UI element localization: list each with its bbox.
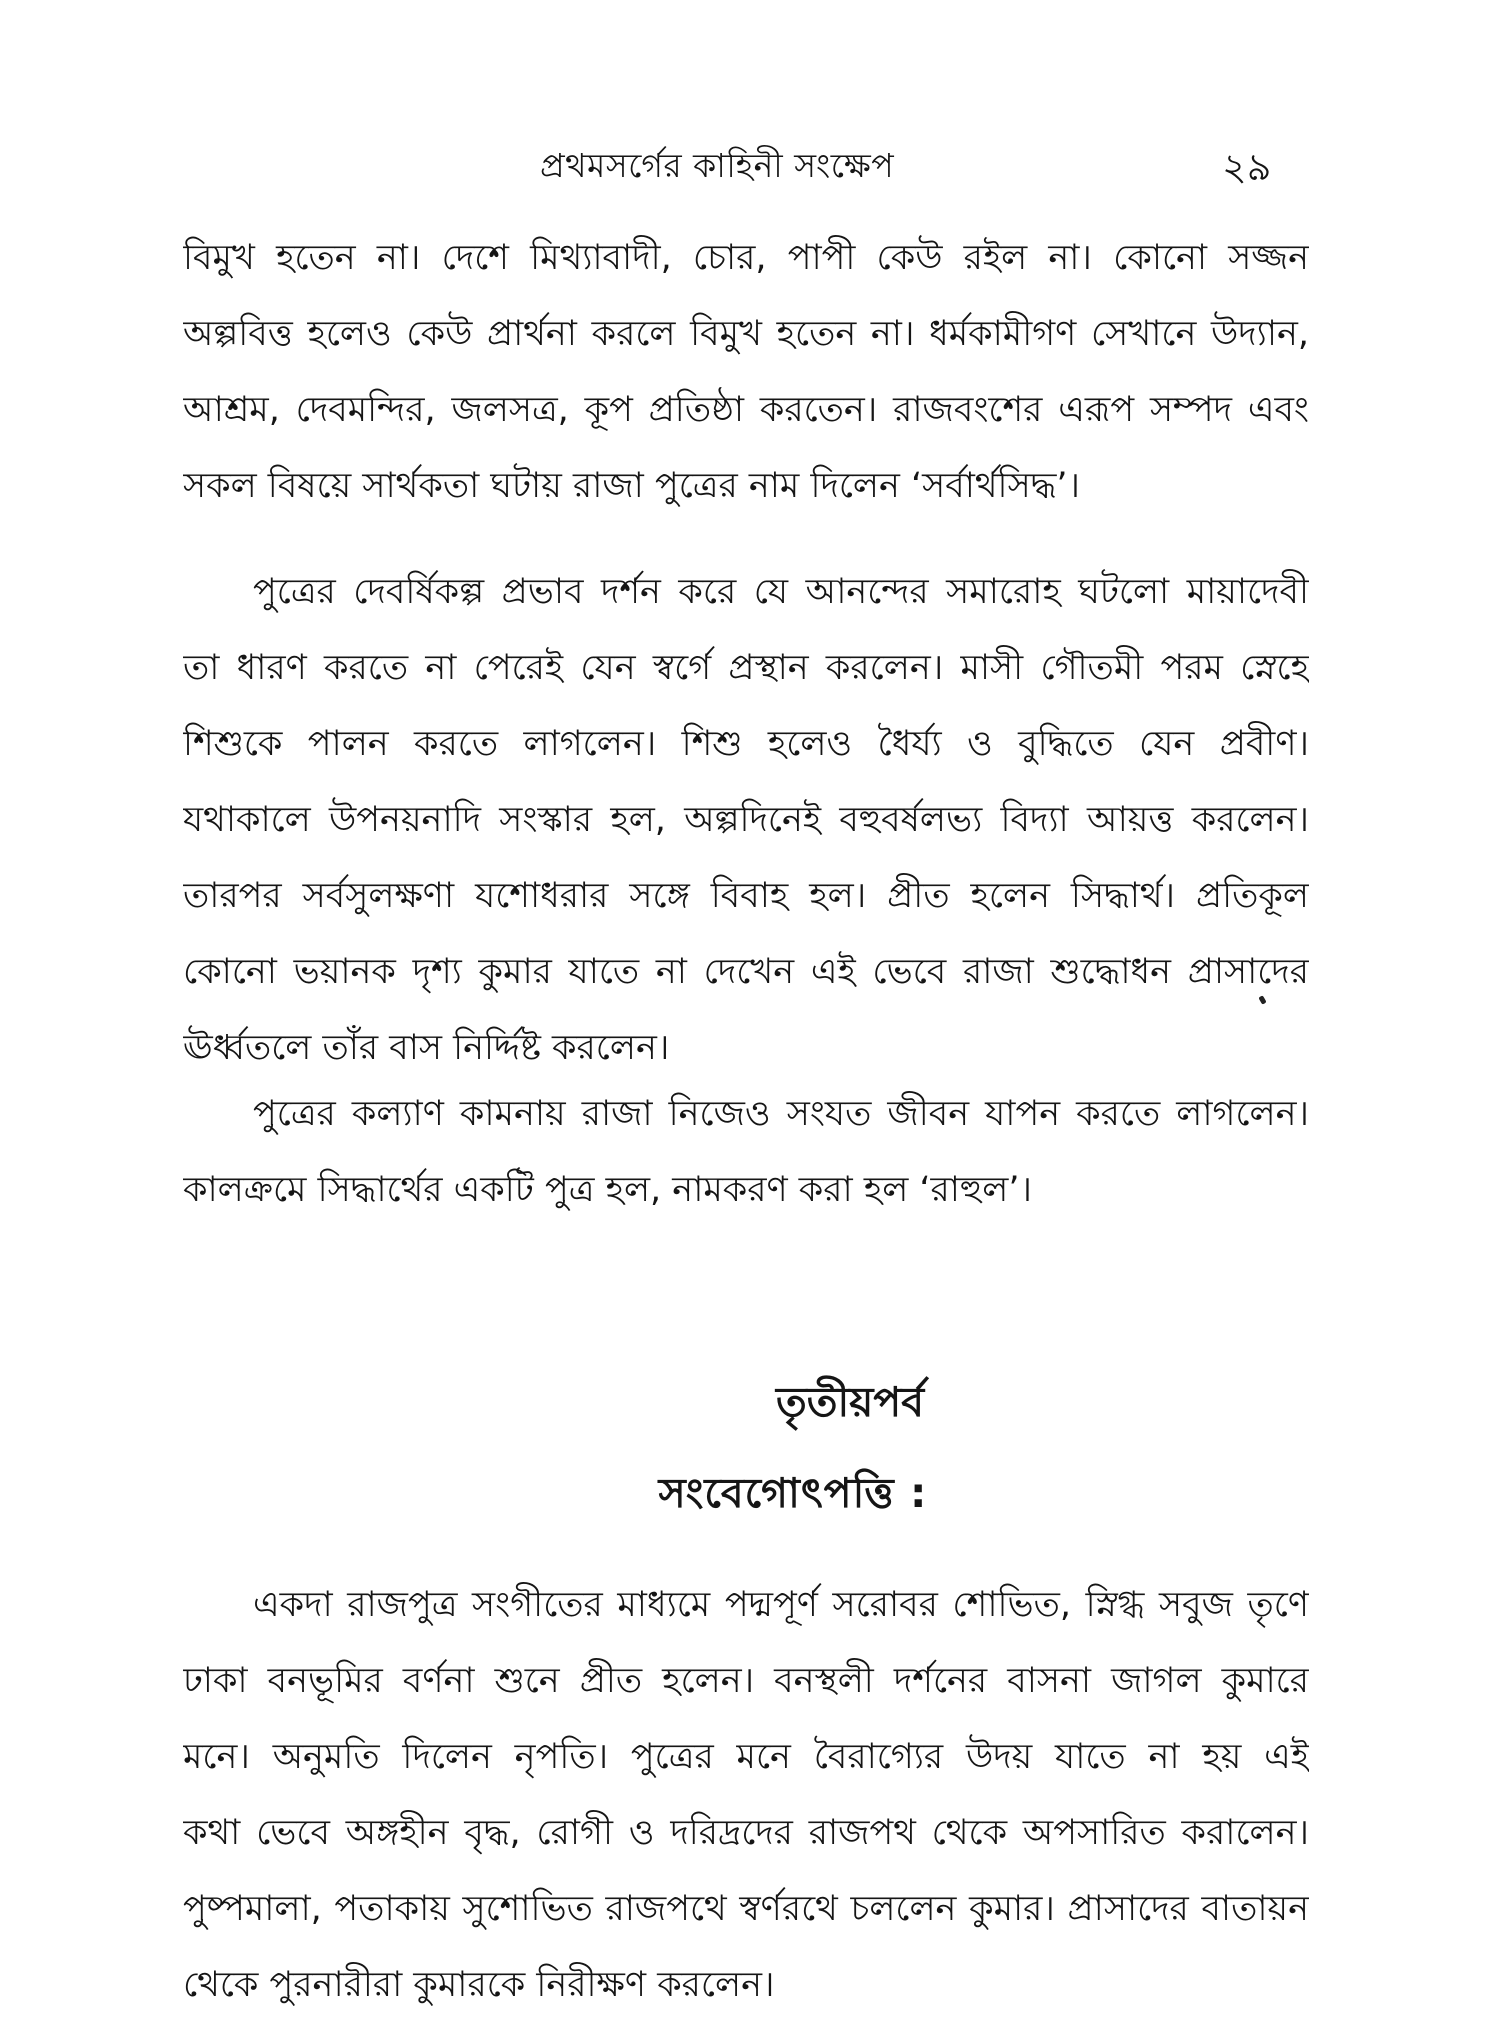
paragraph-line: কোনো ভয়ানক দৃশ্য কুমার যাতে না দেখেন এই ভেবে রাজা শুদ্ধোধন প্রাসাদের — [183, 952, 1309, 992]
paragraph-line: মনে। অনুমতি দিলেন নৃপতি। পুত্রের মনে বৈরাগ্যের উদয় যাতে না হয় এই — [183, 1737, 1309, 1777]
paragraph-line: তা ধারণ করতে না পেরেই যেন স্বর্গে প্রস্থান করলেন। মাসী গৌতমী পরম স্নেহে — [183, 648, 1309, 688]
paragraph-line: অল্পবিত্ত হলেও কেউ প্রার্থনা করলে বিমুখ হতেন না। ধর্মকামীগণ সেখানে উদ্যান, — [183, 314, 1309, 354]
paragraph-line: ঢাকা বনভূমির বর্ণনা শুনে প্রীত হলেন। বনস্থলী দর্শনের বাসনা জাগল কুমারে — [183, 1661, 1309, 1701]
paragraph-line: কথা ভেবে অঙ্গহীন বৃদ্ধ, রোগী ও দরিদ্রদের রাজপথ থেকে অপসারিত করালেন। — [183, 1813, 1309, 1853]
paragraph-3 — [183, 1076, 1309, 1228]
paragraph-line: থেকে পুরনারীরা কুমারকে নিরীক্ষণ করলেন। — [183, 1965, 775, 2005]
paragraph-line: একদা রাজপুত্র সংগীতের মাধ্যমে পদ্মপূর্ণ সরোবর শোভিত, স্নিগ্ধ সবুজ তৃণে — [253, 1585, 1309, 1625]
paragraph-line: যথাকালে উপনয়নাদি সংস্কার হল, অল্পদিনেই বহুবর্ষলভ্য বিদ্যা আয়ত্ত করলেন। — [183, 800, 1309, 840]
paragraph-line: সকল বিষয়ে সার্থকতা ঘটায় রাজা পুত্রের নাম দিলেন ‘সর্বার্থসিদ্ধ’। — [183, 466, 1081, 506]
paragraph-line: আশ্রম, দেবমন্দির, জলসত্র, কূপ প্রতিষ্ঠা করতেন। রাজবংশের এরূপ সম্পদ এবং — [183, 390, 1309, 430]
subsection-title: সংবেগোৎপত্তি : — [658, 1469, 928, 1517]
paragraph-line: পুত্রের কল্যাণ কামনায় রাজা নিজেও সংযত জীবন যাপন করতে লাগলেন। — [253, 1094, 1309, 1134]
paragraph-line: বিমুখ হতেন না। দেশে মিথ্যাবাদী, চোর, পাপী কেউ রইল না। কোনো সজ্জন — [183, 238, 1309, 278]
paragraph-1 — [183, 220, 1309, 524]
paragraph-line: শিশুকে পালন করতে লাগলেন। শিশু হলেও ধৈর্য্য ও বুদ্ধিতে যেন প্রবীণ। — [183, 724, 1309, 764]
paragraph-2 — [183, 554, 1309, 1086]
paragraph-line: পুত্রের দেবর্ষিকল্প প্রভাব দর্শন করে যে আনন্দের সমারোহ ঘটলো মায়াদেবী — [253, 572, 1309, 612]
paragraph-line: তারপর সর্বসুলক্ষণা যশোধরার সঙ্গে বিবাহ হল। প্রীত হলেন সিদ্ধার্থ। প্রতিকূল — [183, 876, 1309, 916]
paragraph-line: পুষ্পমালা, পতাকায় সুশোভিত রাজপথে স্বর্ণরথে চললেন কুমার। প্রাসাদের বাতায়ন — [183, 1889, 1309, 1929]
paragraph-4 — [183, 1567, 1309, 2027]
paragraph-line: কালক্রমে সিদ্ধার্থের একটি পুত্র হল, নামকরণ করা হল ‘রাহুল’। — [183, 1170, 1033, 1210]
running-head-title: প্রথমসর্গের কাহিনী সংক্ষেপ — [540, 146, 895, 185]
section-title: তৃতীয়পর্ব — [775, 1378, 925, 1426]
page-number: ২৯ — [1222, 145, 1272, 189]
paragraph-line: ঊর্ধ্বতলে তাঁর বাস নির্দ্দিষ্ট করলেন। — [183, 1028, 670, 1068]
